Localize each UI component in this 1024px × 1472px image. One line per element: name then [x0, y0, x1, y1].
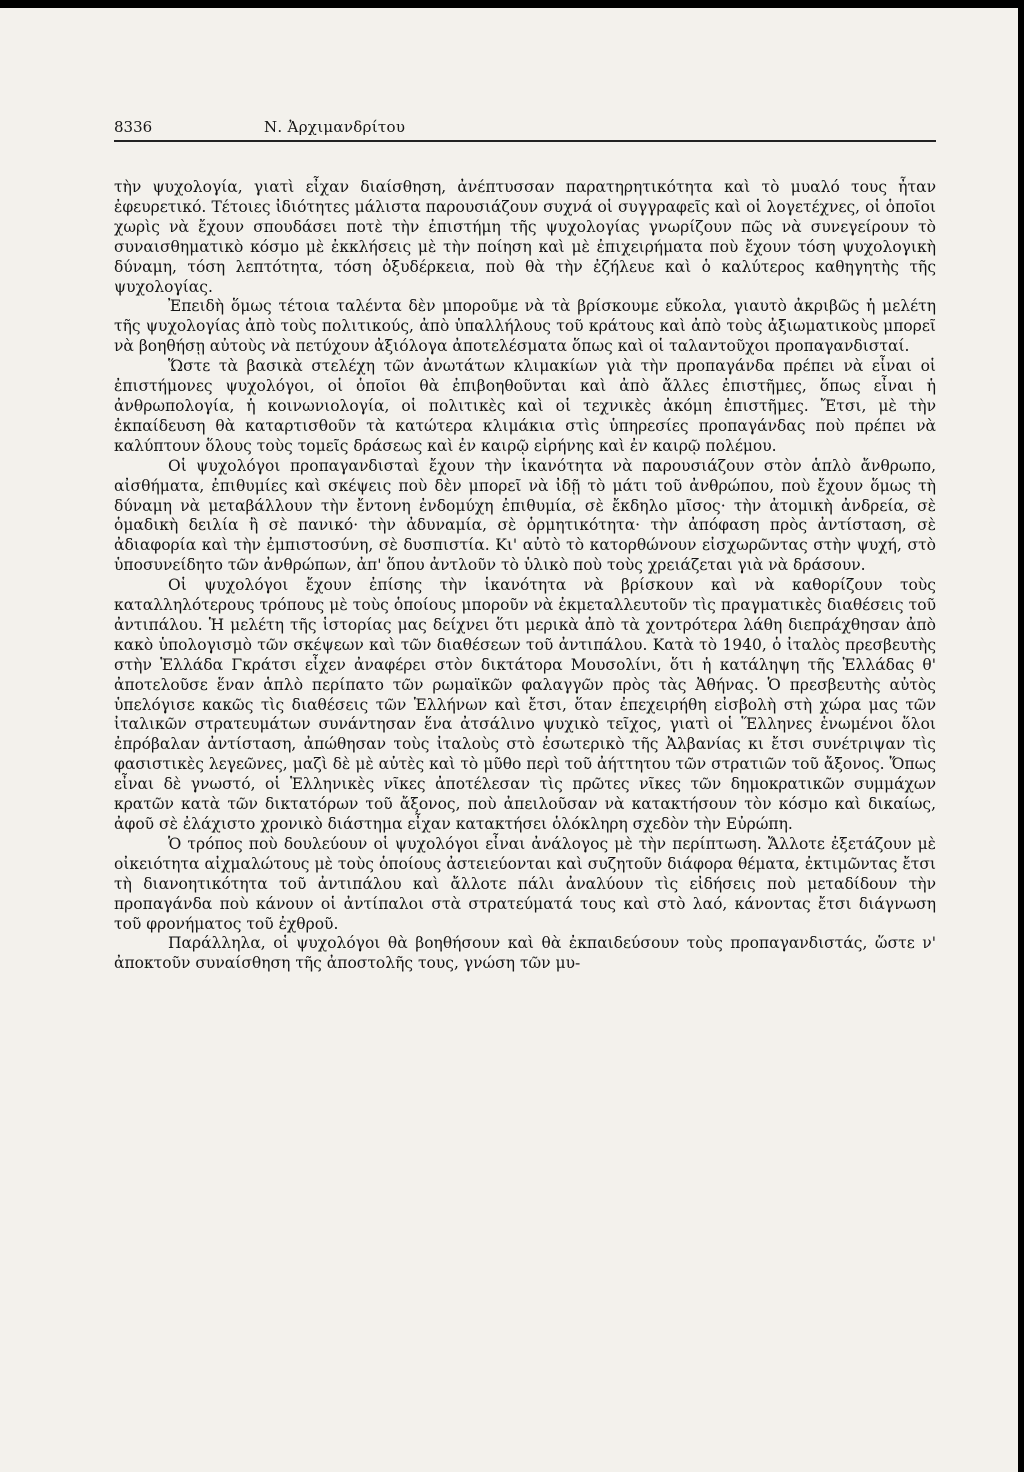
paragraph: Ὁ τρόπος ποὺ δουλεύουν οἱ ψυχολόγοι εἶναι ἀνάλογος μὲ τὴν περίπτωση. Ἄλλοτε ἐξετάζουν μὲ οἰκειότητα αἰχμαλώτους μὲ τοὺς ὁποίους ἀστειεύονται καὶ συζητοῦν διάφορα θέματα, ἐκτιμῶντας ἔτσι τὴ διανοητικότητα τοῦ ἀντιπάλου καὶ ἄλλοτε πάλι ἀναλύουν τὶς εἰδήσεις ποὺ μεταδίδουν τὴν προπαγάνδα ποὺ κάνουν οἱ ἀντίπαλοι στὰ στρατεύματά τους καὶ στὸ λαό, κάνοντας ἔτσι διάγνωση τοῦ φρονήματος τοῦ ἐχθροῦ. — [114, 834, 936, 933]
page-number: 8336 — [114, 118, 153, 136]
page-body — [114, 178, 936, 974]
running-head-author: Ν. Ἀρχιμανδρίτου — [264, 118, 406, 136]
paragraph: Ὥστε τὰ βασικὰ στελέχη τῶν ἀνωτάτων κλιμακίων γιὰ τὴν προπαγάνδα πρέπει νὰ εἶναι οἱ ἐπιστήμονες ψυχολόγοι, οἱ ὁποῖοι θὰ ἐπιβοηθοῦνται καὶ ἀπὸ ἄλλες ἐπιστῆμες, ὅπως εἶναι ἡ ἀνθρωπολογία, ἡ κοινωνιολογία, οἱ πολιτικὲς καὶ οἱ τεχνικὲς ἀκόμη ἐπιστῆμες. Ἔτσι, μὲ τὴν ἐκπαίδευση θὰ καταρτισθοῦν τὰ κατώτερα κλιμάκια στὶς ὑπηρεσίες προπαγάνδας ποὺ πρέπει νὰ καλύπτουν ὅλους τοὺς τομεῖς δράσεως καὶ ἐν καιρῷ εἰρήνης καὶ ἐν καιρῷ πολέμου. — [114, 357, 936, 455]
paragraph: Παράλληλα, οἱ ψυχολόγοι θὰ βοηθήσουν καὶ θὰ ἐκπαιδεύσουν τοὺς προπαγανδιστάς, ὥστε ν' ἀποκτοῦν συναίσθηση τῆς ἀποστολῆς τους, γνώση τῶν μυ- — [114, 934, 936, 973]
scan-border-right — [1018, 0, 1024, 1472]
paragraph: Ἐπειδὴ ὅμως τέτοια ταλέντα δὲν μποροῦμε νὰ τὰ βρίσκουμε εὔκολα, γιαυτὸ ἀκριβῶς ἡ μελέτη τῆς ψυχολογίας ἀπὸ τοὺς πολιτικούς, ἀπὸ ὑπαλλήλους τοῦ κράτους καὶ ἀπὸ τοὺς ἀξιωματικοὺς μπορεῖ νὰ βοηθήσῃ αὐτοὺς νὰ πετύχουν ἀξιόλογα ἀποτελέσματα ὅπως καὶ οἱ ταλαντοῦχοι προπαγανδισταί. — [114, 297, 936, 356]
scan-border-top — [0, 0, 1024, 8]
paragraph: Οἱ ψυχολόγοι προπαγανδισταὶ ἔχουν τὴν ἱκανότητα νὰ παρουσιάζουν στὸν ἁπλὸ ἄνθρωπο, αἰσθήματα, ἐπιθυμίες καὶ σκέψεις ποὺ δὲν μπορεῖ νὰ ἰδῇ τὸ μάτι τοῦ ἀνθρώπου, ποὺ ἔχουν ὅμως τὴ δύναμη νὰ μεταβάλλουν τὴν ἔντονη ἐνδομύχη ἐπιθυμία, σὲ ἔκδηλο μῖσος· τὴν ἀτομικὴ ἀνδρεία, σὲ ὁμαδικὴ δειλία ἢ σὲ πανικό· τὴν ἀδυναμία, σὲ ὁρμητικότητα· τὴν ἀπόφαση πρὸς ἀντίσταση, σὲ ἀδιαφορία καὶ τὴν ἐμπιστοσύνη, σὲ δυσπιστία. Κι' αὐτὸ τὸ κατορθώνουν εἰσχωρῶντας στὴν ψυχή, στὸ ὑποσυνείδητο τῶν ἀνθρώπων, ἀπ' ὅπου ἀντλοῦν τὸ ὑλικὸ ποὺ τοὺς χρειάζεται γιὰ νὰ δράσουν. — [114, 456, 936, 575]
book-page — [114, 118, 936, 974]
running-header — [114, 118, 936, 142]
paragraph: τὴν ψυχολογία, γιατὶ εἶχαν διαίσθηση, ἀνέπτυσσαν παρατηρητικότητα καὶ τὸ μυαλό τους ἦταν ἐφευρετικό. Τέτοιες ἰδιότητες μάλιστα παρουσιάζουν συχνά οἱ συγγραφεῖς καὶ οἱ λογετέχνες, οἱ ὁποῖοι χωρὶς νὰ ἔχουν σπουδάσει ποτὲ τὴν ἐπιστήμη τῆς ψυχολογίας γνωρίζουν πῶς νὰ συνεγείρουν τὸ συναισθηματικὸ κόσμο μὲ ἐκκλήσεις μὲ τὴν ποίηση καὶ μὲ ἐπιχειρήματα ποὺ ἔχουν τόση ψυχολογικὴ δύναμη, τόση λεπτότητα, τόση ὀξυδέρκεια, ποὺ θὰ τὴν ἐζήλευε καὶ ὁ καλύτερος καθηγητὴς τῆς ψυχολογίας. — [114, 178, 936, 296]
paragraph: Οἱ ψυχολόγοι ἔχουν ἐπίσης τὴν ἱκανότητα νὰ βρίσκουν καὶ νὰ καθορίζουν τοὺς καταλληλότερους τρόπους μὲ τοὺς ὁποίους μποροῦν νὰ ἐκμεταλλευτοῦν τὶς πραγματικὲς διαθέσεις τοῦ ἀντιπάλου. Ἡ μελέτη τῆς ἱστορίας μας δείχνει ὅτι μερικὰ ἀπὸ τὰ χοντρότερα λάθη διεπράχθησαν ἀπὸ κακὸ ὑπολογισμὸ τῶν σκέψεων καὶ τῶν διαθέσεων τοῦ ἀντιπάλου. Κατὰ τὸ 1940, ὁ ἰταλὸς πρεσβευτὴς στὴν Ἑλλάδα Γκράτσι εἶχεν ἀναφέρει στὸν δικτάτορα Μουσολίνι, ὅτι ἡ κατάληψη τῆς Ἑλλάδας θ' ἀποτελοῦσε ἕναν ἁπλὸ περίπατο τῶν ρωμαϊκῶν φαλαγγῶν πρὸς τὰς Ἀθήνας. Ὁ πρεσβευτὴς αὐτὸς ὑπελόγισε κακῶς τὶς διαθέσεις τῶν Ἑλλήνων καὶ ἔτσι, ὅταν ἐπεχειρήθη εἰσβολὴ στὴ χώρα μας τῶν ἰταλικῶν στρατευμάτων συνάντησαν ἕνα ἀτσάλινο ψυχικὸ τεῖχος, γιατὶ οἱ Ἕλληνες ἑνωμένοι ὅλοι ἐπρόβαλαν ἀντίσταση, ἀπώθησαν τοὺς ἰταλοὺς στὸ ἐσωτερικὸ τῆς Ἀλβανίας κι ἔτσι συνέτριψαν τὶς φασιστικὲς λεγεῶνες, μαζὶ δὲ μὲ αὐτὲς καὶ τὸ μῦθο περὶ τοῦ ἀήττητου τῶν στρατιῶν τοῦ ἄξονος. Ὅπως εἶναι δὲ γνωστό, οἱ Ἑλληνικὲς νῖκες ἀποτέλεσαν τὶς πρῶτες νῖκες τῶν δημοκρατικῶν συμμάχων κρατῶν κατὰ τῶν δικτατόρων τοῦ ἄξονος, ποὺ ἀπειλοῦσαν νὰ κατακτήσουν τὸν κόσμο καὶ δικαίως, ἀφοῦ σὲ ἐλάχιστο χρονικὸ διάστημα εἶχαν κατακτήσει ὁλόκληρη σχεδὸν τὴν Εὐρώπη. — [114, 576, 936, 833]
